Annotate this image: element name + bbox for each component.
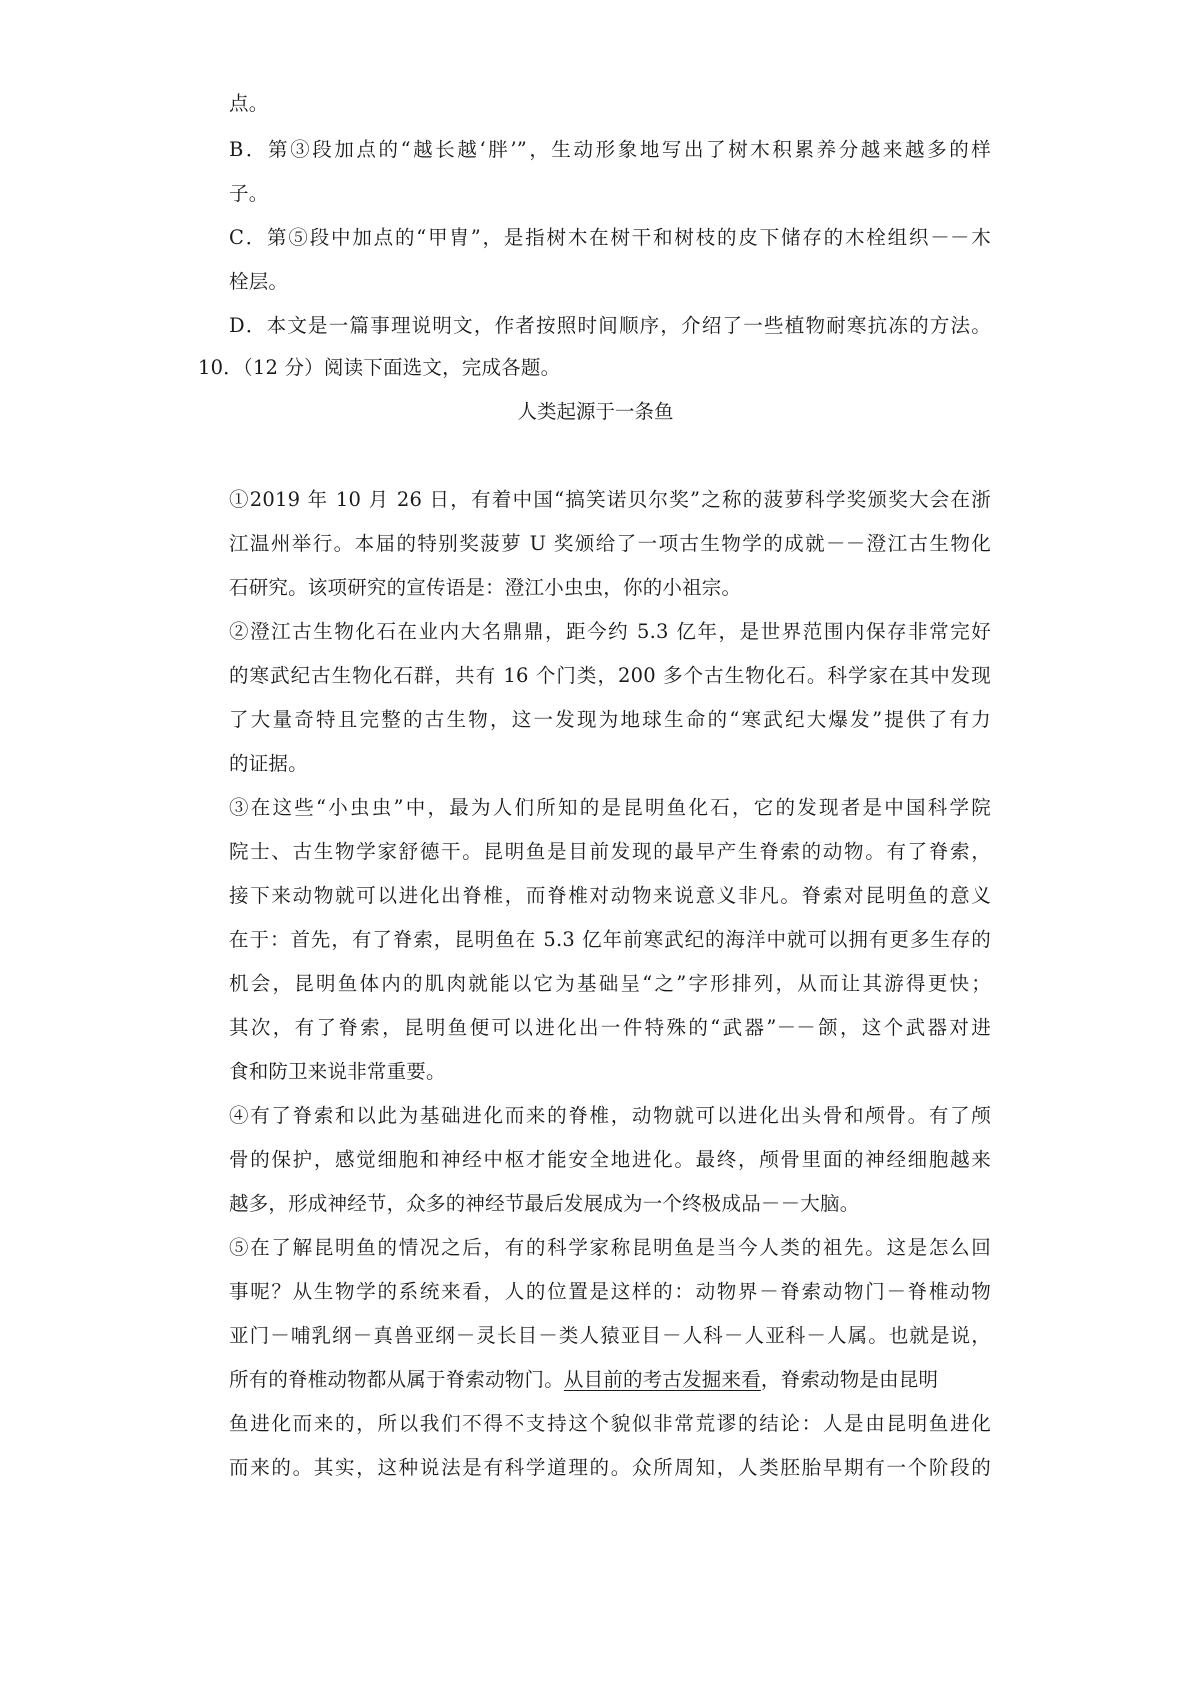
passage-line: 鱼进化而来的，所以我们不得不支持这个貌似非常荒谬的结论：人是由昆明鱼进化: [229, 1412, 991, 1435]
passage-line: 的证据。: [229, 752, 308, 775]
passage-text: ，脊索动物是由昆明: [760, 1368, 939, 1391]
option-c-line1: C．第⑤段中加点的“甲胄”，是指树木在树干和树枝的皮下储存的木栓组织－－木: [229, 226, 991, 249]
option-b-line2: 子。: [229, 182, 269, 205]
passage-line: 江温州举行。本届的特别奖菠萝 U 奖颁给了一项古生物学的成就－－澄江古生物化: [229, 532, 991, 555]
passage-text: 所有的脊椎动物都从属于脊索动物门。: [229, 1368, 564, 1391]
option-a-tail: 点。: [229, 92, 269, 115]
option-c-line2: 栓层。: [229, 270, 289, 293]
passage-line: 亚门－哺乳纲－真兽亚纲－灵长目－类人猿亚目－人科－人亚科－人属。也就是说，: [229, 1324, 991, 1347]
passage-line: 的寒武纪古生物化石群，共有 16 个门类，200 多个古生物化石。科学家在其中发现: [229, 664, 991, 687]
underlined-phrase: 从目前的考古发掘来看: [563, 1368, 761, 1391]
passage-line: ⑤在了解昆明鱼的情况之后，有的科学家称昆明鱼是当今人类的祖先。这是怎么回: [229, 1236, 991, 1259]
passage-line: 其次，有了脊索，昆明鱼便可以进化出一件特殊的“武器”－－颌，这个武器对进: [229, 1016, 991, 1039]
passage-line-with-underline: [229, 1368, 991, 1392]
passage-line: 石研究。该项研究的宣传语是：澄江小虫虫，你的小祖宗。: [229, 576, 742, 599]
passage-line: 院士、古生物学家舒德干。昆明鱼是目前发现的最早产生脊索的动物。有了脊索，: [229, 840, 991, 863]
passage-line: 接下来动物就可以进化出脊椎，而脊椎对动物来说意义非凡。脊索对昆明鱼的意义: [229, 884, 991, 907]
passage-line: ①2019 年 10 月 26 日，有着中国“搞笑诺贝尔奖”之称的菠萝科学奖颁奖大会在浙: [229, 488, 991, 511]
passage-line: 机会，昆明鱼体内的肌肉就能以它为基础呈“之”字形排列，从而让其游得更快；: [229, 972, 991, 995]
passage-line: 食和防卫来说非常重要。: [229, 1060, 446, 1083]
passage-line: ④有了脊索和以此为基础进化而来的脊椎，动物就可以进化出头骨和颅骨。有了颅: [229, 1104, 991, 1127]
passage-line: 越多，形成神经节，众多的神经节最后发展成为一个终极成品－－大脑。: [229, 1192, 860, 1215]
passage-line: 事呢？从生物学的系统来看，人的位置是这样的：动物界－脊索动物门－脊椎动物: [229, 1280, 991, 1303]
question-prompt: 10．（12 分）阅读下面选文，完成各题。: [198, 356, 561, 379]
option-b-line1: B．第③段加点的“越长越‘胖’”，生动形象地写出了树木积累养分越来越多的样: [229, 138, 991, 161]
passage-line: 了大量奇特且完整的古生物，这一发现为地球生命的“寒武纪大爆发”提供了有力: [229, 708, 991, 731]
passage-line: ③在这些“小虫虫”中，最为人们所知的是昆明鱼化石，它的发现者是中国科学院: [229, 796, 991, 819]
passage-line: ②澄江古生物化石在业内大名鼎鼎，距今约 5.3 亿年，是世界范围内保存非常完好: [229, 620, 991, 643]
passage-title: 人类起源于一条鱼: [517, 400, 674, 423]
passage-line: 而来的。其实，这种说法是有科学道理的。众所周知，人类胚胎早期有一个阶段的: [229, 1456, 991, 1479]
passage-line: 骨的保护，感觉细胞和神经中枢才能安全地进化。最终，颅骨里面的神经细胞越来: [229, 1148, 991, 1171]
option-d-line1: D．本文是一篇事理说明文，作者按照时间顺序，介绍了一些植物耐寒抗冻的方法。: [229, 314, 991, 337]
passage-line: 在于：首先，有了脊索，昆明鱼在 5.3 亿年前寒武纪的海洋中就可以拥有更多生存的: [229, 928, 991, 951]
